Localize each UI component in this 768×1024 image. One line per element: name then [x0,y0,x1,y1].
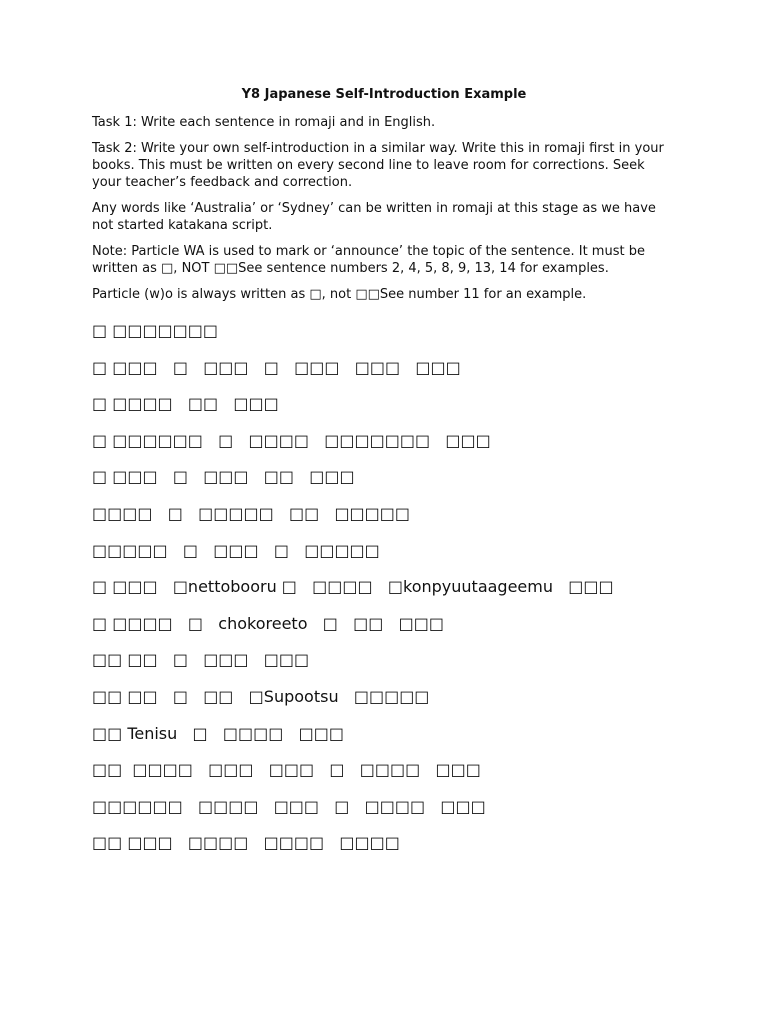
sentence-line: □□ Tenisu □ □□□□ □□□ [92,723,344,743]
sentence-line: □□□□□ □ □□□ □ □□□□□ [92,540,380,560]
sentence-line: □□ □□ □ □□□ □□□ [92,650,310,670]
sentence-line: □□□□□□ □□□□ □□□ □ □□□□ □□□ [92,796,486,816]
sentence-line: □□ □□ □ □□ □Supootsu □□□□□ [92,686,430,706]
instruction-task-2: Task 2: Write your own self-introduction in a similar way. Write this in romaji first in your books. This must be written on every second line to leave room for corrections. Seek your teacher’s feedback and correction. [92,141,664,190]
sentence-line: □□ □□□ □□□□ □□□□ □□□□ [92,833,400,853]
sentence-line: □□ □□□□ □□□ □□□ □ □□□□ □□□ [92,760,481,780]
sentence-line: □ □□□ □ □□□ □ □□□ □□□ □□□ [92,357,461,377]
instruction-particle-wa: Note: Particle WA is used to mark or ‘announce’ the topic of the sentence. It must be written as □, NOT □□See sentence numbers 2, 4, 5, 8, 9, 13, 14 for examples. [92,244,645,276]
instruction-romaji-note: Any words like ‘Australia’ or ‘Sydney’ can be written in romaji at this stage as we have not started katakana script. [92,201,656,233]
sentence-list [92,318,708,867]
sentence-line: □ □□□□ □ chokoreeto □ □□ □□□ [92,613,444,633]
instruction-task-1: Task 1: Write each sentence in romaji and in English. [92,115,436,130]
sentence-line: □ □□□□□□□ [92,321,219,340]
page-title: Y8 Japanese Self-Introduction Example [241,87,527,102]
instruction-particle-o: Particle (w)o is always written as □, not □□See number 11 for an example. [92,287,587,302]
sentence-line: □ □□□ □nettobooru □ □□□□ □konpyuutaageemu □□□ [92,577,614,597]
sentence-line: □ □□□ □ □□□ □□ □□□ [92,467,355,487]
sentence-line: □ □□□□□□ □ □□□□ □□□□□□□ □□□ [92,430,491,450]
instructions [92,114,676,312]
sentence-line: □ □□□□ □□ □□□ [92,394,279,414]
sentence-line: □□□□ □ □□□□□ □□ □□□□□ [92,503,411,523]
